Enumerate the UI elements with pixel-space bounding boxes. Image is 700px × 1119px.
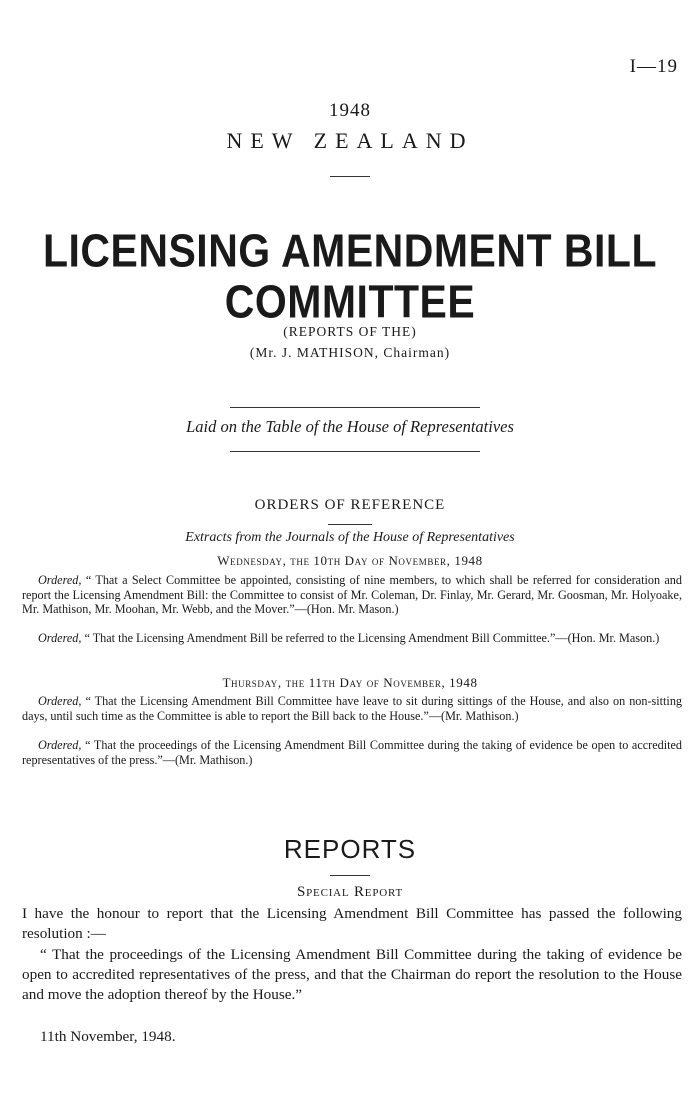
order-1-text: “ That a Select Committee be appointed, consisting of nine members, to which shall be referred for consideration and report the Licensing Amendment Bill: the Committee to consist of Mr. Coleman, Dr. Finlay, Mr. Gerard, Mr. Goosman, Mr. Holyoake, Mr. Mathison, Mr. Moohan, Mr. Webb, and the Mover.”—(Hon. Mr. Mason.)	[22, 573, 682, 617]
page-reference: I—19	[629, 56, 678, 77]
order-2-text: “ That the Licensing Amendment Bill be referred to the Licensing Amendment Bill Committee.”—(Hon. Mr. Mason.)	[84, 631, 660, 645]
order-4-text: “ That the proceedings of the Licensing Amendment Bill Committee during the taking of evidence be open to accredited representatives of the press.”—(Mr. Mathison.)	[22, 738, 682, 767]
special-report-heading: Special Report	[297, 884, 403, 900]
divider-bottom	[230, 451, 480, 452]
date-thursday: Thursday, the 11th Day of November, 1948	[222, 675, 478, 690]
divider-orders	[328, 524, 372, 525]
divider-reports	[330, 875, 370, 876]
order-3-lead: Ordered,	[38, 694, 82, 708]
order-3	[22, 694, 682, 723]
laid-on-table: Laid on the Table of the House of Representatives	[186, 417, 514, 436]
journal-extracts: Extracts from the Journals of the House of Representatives	[185, 530, 515, 545]
orders-heading: ORDERS OF REFERENCE	[254, 497, 446, 513]
order-1-lead: Ordered,	[38, 573, 82, 587]
order-4	[22, 738, 682, 767]
divider-top	[230, 407, 480, 408]
subtitle: (REPORTS OF THE)	[283, 324, 417, 339]
document-title-line2: COMMITTEE	[224, 276, 476, 328]
country: NEW ZEALAND	[226, 128, 474, 153]
order-3-text: “ That the Licensing Amendment Bill Committee have leave to sit during sittings of the House, and also on non-sitting days, until such time as the Committee is able to report the Bill back to the House.”—(Mr. Mathison.)	[22, 694, 683, 723]
document-title-line1: LICENSING AMENDMENT BILL	[42, 225, 658, 277]
report-paragraph-1: I have the honour to report that the Licensing Amendment Bill Committee has passed the following resolution :—	[22, 905, 682, 942]
chairman-line: (Mr. J. MATHISON, Chairman)	[249, 345, 451, 360]
order-4-lead: Ordered,	[38, 738, 82, 752]
order-2-lead: Ordered,	[38, 631, 82, 645]
reports-heading: REPORTS	[283, 834, 417, 864]
date-wednesday: Wednesday, the 10th Day of November, 1948	[217, 553, 483, 568]
order-1	[22, 573, 682, 617]
report-date: 11th November, 1948.	[40, 1028, 176, 1045]
order-2	[22, 631, 682, 646]
year: 1948	[329, 100, 371, 121]
divider-short	[330, 176, 370, 177]
report-paragraph-2: “ That the proceedings of the Licensing Amendment Bill Committee during the taking of evidence be open to accredited representatives of the press, and that the Chairman do report the resolution to the House and move the adoption thereof by the House.”	[22, 946, 682, 1003]
